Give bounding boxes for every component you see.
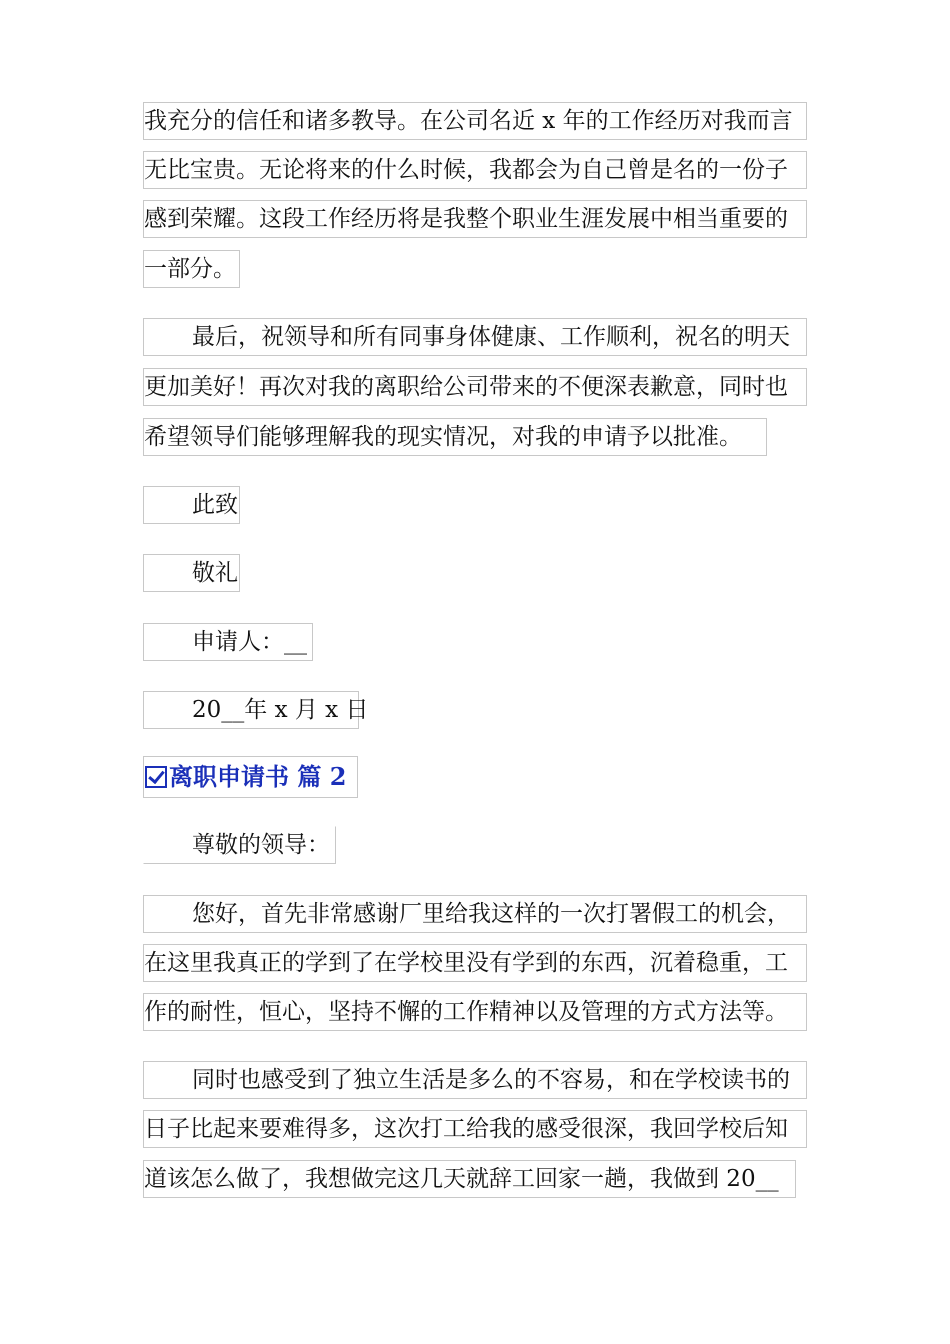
- closing-salute: 此致: [143, 486, 240, 524]
- section-heading: [143, 756, 358, 798]
- section-title: 离职申请书 篇 2: [169, 762, 347, 791]
- paragraph-line: 我充分的信任和诸多教导。在公司名近 x 年的工作经历对我而言: [143, 102, 807, 140]
- paragraph-line: 希望领导们能够理解我的现实情况，对我的申请予以批准。: [143, 418, 767, 456]
- checkbox-checked-icon: [145, 766, 167, 788]
- closing-regards: 敬礼: [143, 554, 240, 592]
- paragraph-line: 在这里我真正的学到了在学校里没有学到的东西，沉着稳重，工: [143, 944, 807, 982]
- paragraph-line: 日子比起来要难得多，这次打工给我的感受很深，我回学校后知: [143, 1110, 807, 1148]
- date-line: 20__年 x 月 x 日: [143, 691, 359, 729]
- paragraph-line: 一部分。: [143, 250, 240, 288]
- paragraph-line: 最后，祝领导和所有同事身体健康、工作顺利，祝名的明天: [143, 318, 807, 356]
- paragraph-line: 感到荣耀。这段工作经历将是我整个职业生涯发展中相当重要的: [143, 200, 807, 238]
- paragraph-line: 您好，首先非常感谢厂里给我这样的一次打署假工的机会，: [143, 895, 807, 933]
- paragraph-line: 更加美好！再次对我的离职给公司带来的不便深表歉意，同时也: [143, 368, 807, 406]
- greeting-line: 尊敬的领导：: [143, 826, 336, 864]
- applicant-line: 申请人：__: [143, 623, 313, 661]
- paragraph-line: 同时也感受到了独立生活是多么的不容易，和在学校读书的: [143, 1061, 807, 1099]
- paragraph-line: 作的耐性，恒心，坚持不懈的工作精神以及管理的方式方法等。: [143, 993, 807, 1031]
- paragraph-line: 无比宝贵。无论将来的什么时候，我都会为自己曾是名的一份子: [143, 151, 807, 189]
- paragraph-line: 道该怎么做了，我想做完这几天就辞工回家一趟，我做到 20__: [143, 1160, 796, 1198]
